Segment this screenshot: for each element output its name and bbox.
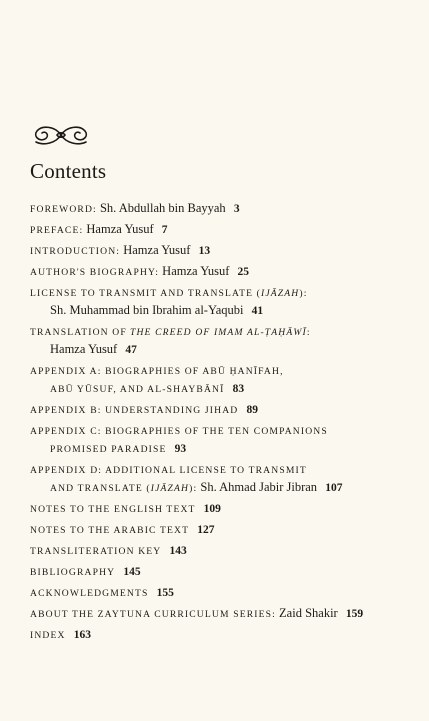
entry-label-end: ):	[299, 288, 308, 299]
entry-label: APPENDIX B: UNDERSTANDING JIHAD	[30, 405, 239, 416]
entry-label: LICENSE TO TRANSMIT AND TRANSLATE (	[30, 288, 261, 299]
toc-entry-authors-biography	[30, 263, 422, 281]
entry-page-number: 93	[174, 443, 187, 455]
entry-page-number: 107	[325, 482, 343, 494]
entry-label: APPENDIX D: ADDITIONAL LICENSE TO TRANSMIT	[30, 465, 307, 476]
entry-author: Hamza Yusuf	[86, 222, 154, 236]
entry-page-number: 47	[125, 344, 137, 356]
table-of-contents	[30, 200, 422, 641]
toc-entry-introduction	[30, 242, 422, 260]
toc-entry-notes-arabic	[30, 521, 422, 539]
toc-entry-appendix-a	[30, 362, 422, 398]
entry-label-italic: IJĀZAH	[261, 288, 300, 299]
page-title: Contents	[30, 159, 107, 183]
entry-page-number: 7	[161, 224, 168, 236]
entry-label-continued: ABŪ YŪSUF, AND AL-SHAYBĀNĪ	[50, 384, 225, 395]
entry-author: Zaid Shakir	[279, 606, 338, 620]
toc-entry-license-to-transmit	[30, 284, 422, 320]
entry-label: PREFACE:	[30, 225, 84, 236]
entry-label: INTRODUCTION:	[30, 246, 121, 257]
entry-author: Hamza Yusuf	[123, 243, 191, 257]
entry-label: BIBLIOGRAPHY	[30, 567, 116, 578]
entry-label-end: ):	[189, 483, 198, 494]
toc-entry-about-series	[30, 605, 422, 623]
entry-author: Sh. Ahmad Jabir Jibran	[200, 480, 318, 494]
entry-label: FOREWORD:	[30, 204, 97, 215]
entry-page-number: 127	[197, 524, 215, 536]
toc-entry-preface	[30, 221, 422, 239]
entry-author: Hamza Yusuf	[162, 264, 230, 278]
entry-page-number: 163	[73, 629, 91, 641]
toc-entry-bibliography	[30, 563, 422, 581]
entry-author: Sh. Abdullah bin Bayyah	[99, 201, 226, 215]
toc-entry-appendix-d	[30, 461, 422, 497]
entry-page-number: 25	[237, 266, 250, 278]
entry-author: Sh. Muhammad bin Ibrahim al-Yaqubi	[50, 303, 244, 317]
entry-label: ABOUT THE ZAYTUNA CURRICULUM SERIES:	[30, 609, 276, 620]
entry-page-number: 41	[251, 305, 264, 317]
entry-label: NOTES TO THE ENGLISH TEXT	[30, 504, 196, 515]
entry-label: ACKNOWLEDGMENTS	[30, 588, 149, 599]
entry-label-end: :	[306, 327, 311, 338]
entry-page-number: 159	[345, 608, 364, 620]
toc-entry-transliteration-key	[30, 542, 422, 560]
entry-page-number: 143	[169, 545, 187, 557]
entry-page-number: 83	[232, 383, 245, 395]
entry-page-number: 89	[246, 404, 258, 416]
toc-entry-index	[30, 626, 422, 644]
toc-entry-appendix-b	[30, 401, 422, 419]
entry-label: TRANSLATION OF	[30, 327, 127, 338]
toc-entry-foreword	[30, 200, 422, 218]
entry-label: AUTHOR'S BIOGRAPHY:	[30, 267, 160, 278]
entry-label: APPENDIX C: BIOGRAPHIES OF THE TEN COMPANIONS	[30, 426, 328, 437]
entry-label-italic: THE CREED OF IMAM AL-ṬAḤĀWĪ	[129, 327, 307, 338]
entry-page-number: 155	[156, 587, 174, 599]
entry-label-italic: IJĀZAH	[150, 483, 190, 494]
toc-entry-notes-english	[30, 500, 422, 518]
decorative-ornament-icon	[30, 122, 92, 148]
toc-entry-acknowledgments	[30, 584, 422, 602]
entry-label: TRANSLITERATION KEY	[30, 546, 162, 557]
entry-page-number: 3	[233, 203, 240, 215]
entry-label-continued: AND TRANSLATE (	[50, 483, 151, 494]
entry-label: NOTES TO THE ARABIC TEXT	[30, 525, 190, 536]
entry-page-number: 109	[203, 503, 221, 515]
toc-entry-translation	[30, 323, 422, 359]
entry-page-number: 145	[123, 566, 141, 578]
entry-author: Hamza Yusuf	[50, 342, 118, 356]
entry-label: INDEX	[30, 630, 66, 641]
entry-page-number: 13	[198, 245, 211, 257]
entry-label-continued: PROMISED PARADISE	[50, 444, 167, 455]
toc-entry-appendix-c	[30, 422, 422, 458]
entry-label: APPENDIX A: BIOGRAPHIES OF ABŪ ḤANĪFAH,	[30, 366, 284, 377]
